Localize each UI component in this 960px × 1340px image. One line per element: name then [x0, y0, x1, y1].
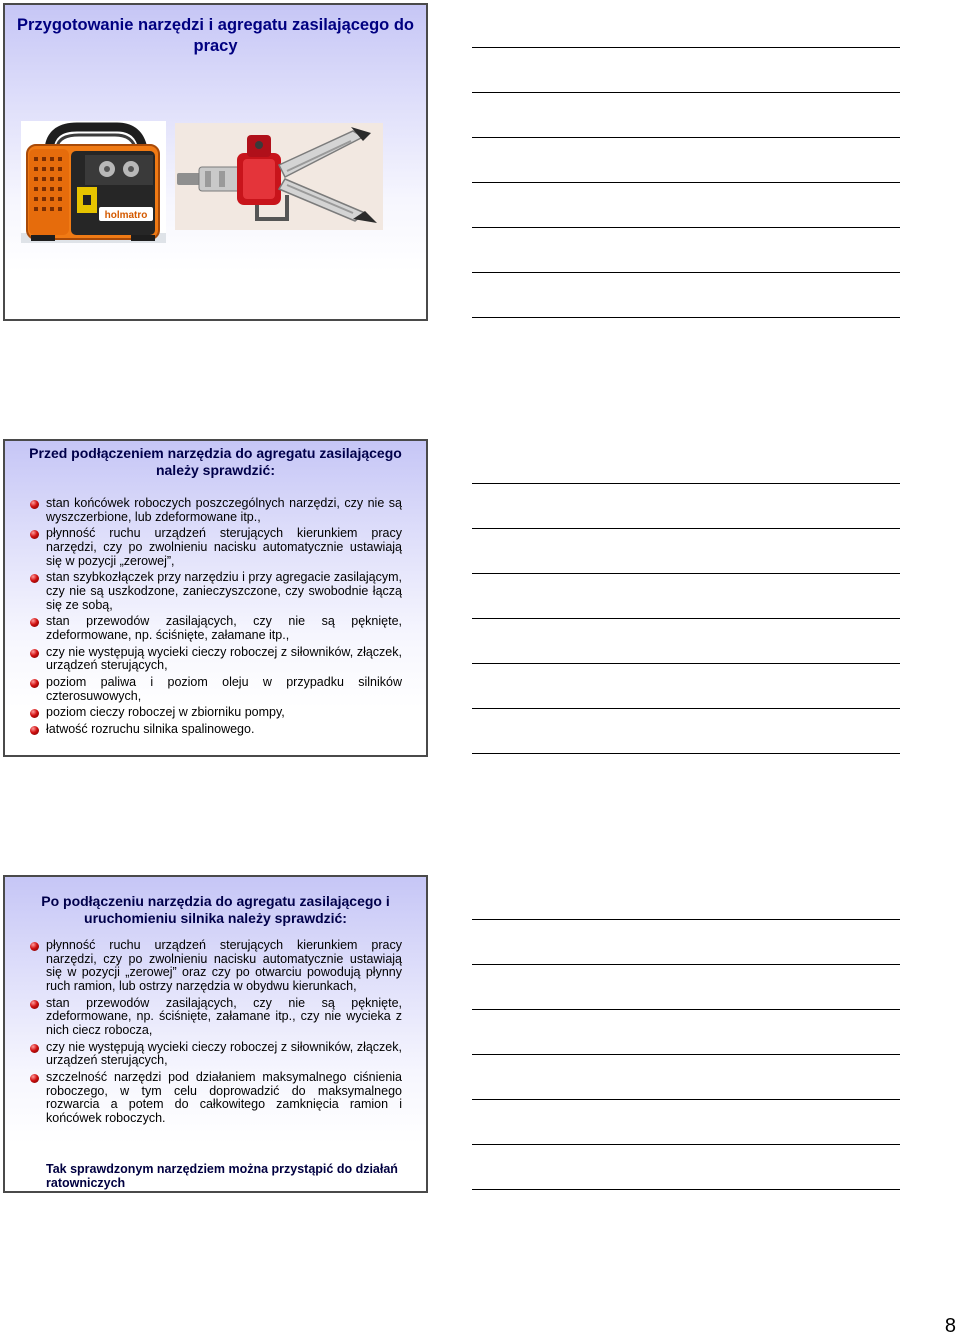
note-line [472, 919, 900, 920]
note-line [472, 528, 900, 529]
note-line [472, 227, 900, 228]
note-line [472, 1009, 900, 1010]
list-item: czy nie występują wycieki cieczy roboczej z siłowników, złączek, urządzeń sterujących, [30, 1041, 402, 1068]
slide-3-title: Po podłączeniu narzędzia do agregatu zasilającego i uruchomieniu silnika należy sprawdzić: [41, 893, 390, 926]
page-number: 8 [944, 1315, 956, 1337]
slide-3 [3, 875, 428, 1193]
hydraulic-pump-image [21, 121, 166, 243]
note-line [472, 483, 900, 484]
slide-2-title: Przed podłączeniem narzędzia do agregatu zasilającego należy sprawdzić: [29, 445, 402, 478]
note-line [472, 964, 900, 965]
bullet-icon [30, 574, 39, 583]
note-line [472, 137, 900, 138]
note-line [472, 47, 900, 48]
bullet-icon [30, 1000, 39, 1009]
bullet-icon [30, 530, 39, 539]
note-line [472, 1099, 900, 1100]
slide-1 [3, 3, 428, 321]
note-line [472, 618, 900, 619]
bullet-icon [30, 679, 39, 688]
notes-lines-2 [472, 483, 900, 754]
pump-brand-label: holmatro [104, 210, 148, 221]
slide-1-title: Przygotowanie narzędzi i agregatu zasilającego do pracy [16, 16, 414, 55]
list-item: stan przewodów zasilających, czy nie są pęknięte, zdeformowane, np. ściśnięte, załamane itp., [30, 615, 402, 642]
list-item: poziom cieczy roboczej w zbiorniku pompy, [30, 706, 402, 720]
bullet-icon [30, 942, 39, 951]
bullet-icon [30, 618, 39, 627]
bullet-icon [30, 709, 39, 718]
notes-lines-3 [472, 919, 900, 1190]
note-line [472, 663, 900, 664]
note-line [472, 1054, 900, 1055]
note-line [472, 182, 900, 183]
slide-3-checklist [30, 939, 402, 1128]
note-line [472, 573, 900, 574]
note-line [472, 753, 900, 754]
note-line [472, 92, 900, 93]
list-item: płynność ruchu urządzeń sterujących kierunkiem pracy narzędzi, czy po zwolnieniu nacisku automatycznie ustawiają się w pozycji „zerowej” oraz czy po otwarciu powodują płynny ruch ramion, lub ostrzy narzędzia w obydwu kierunkach, [30, 939, 402, 993]
list-item: stan przewodów zasilających, czy nie są pęknięte, zdeformowane, np. ściśnięte, załamane itp., czy nie wycieka z nich ciecz robocza, [30, 997, 402, 1038]
note-line [472, 1189, 900, 1190]
bullet-icon [30, 500, 39, 509]
bullet-icon [30, 1074, 39, 1083]
list-item: czy nie występują wycieki cieczy roboczej z siłowników, złączek, urządzeń sterujących, [30, 646, 402, 673]
note-line [472, 708, 900, 709]
hydraulic-spreader-image [175, 123, 383, 230]
list-item: poziom paliwa i poziom oleju w przypadku silników czterosuwowych, [30, 676, 402, 703]
bullet-icon [30, 649, 39, 658]
list-item: łatwość rozruchu silnika spalinowego. [30, 723, 402, 737]
notes-lines-1 [472, 47, 900, 318]
note-line [472, 317, 900, 318]
slide-2-checklist [30, 497, 402, 740]
list-item: stan szybkozłączek przy narzędziu i przy agregacie zasilającym, czy nie są uszkodzone, zanieczyszczone, czy swobodnie łączą się ze sobą, [30, 571, 402, 612]
note-line [472, 1144, 900, 1145]
list-item: szczelność narzędzi pod działaniem maksymalnego ciśnienia roboczego, w tym celu doprowadzić do maksymalnego rozwarcia a potem do całkowitego zamknięcia ramion i końcówek roboczych. [30, 1071, 402, 1125]
note-line [472, 272, 900, 273]
list-item: płynność ruchu urządzeń sterujących kierunkiem pracy narzędzi, czy po zwolnieniu nacisku automatycznie ustawiają się w pozycji „zerowej”, [30, 527, 402, 568]
slide-3-conclusion: Tak sprawdzonym narzędziem można przystąpić do działań ratowniczych [46, 1162, 398, 1190]
bullet-icon [30, 1044, 39, 1053]
bullet-icon [30, 726, 39, 735]
list-item: stan końcówek roboczych poszczególnych narzędzi, czy nie są wyszczerbione, lub zdeformowane itp., [30, 497, 402, 524]
slide-2 [3, 439, 428, 757]
